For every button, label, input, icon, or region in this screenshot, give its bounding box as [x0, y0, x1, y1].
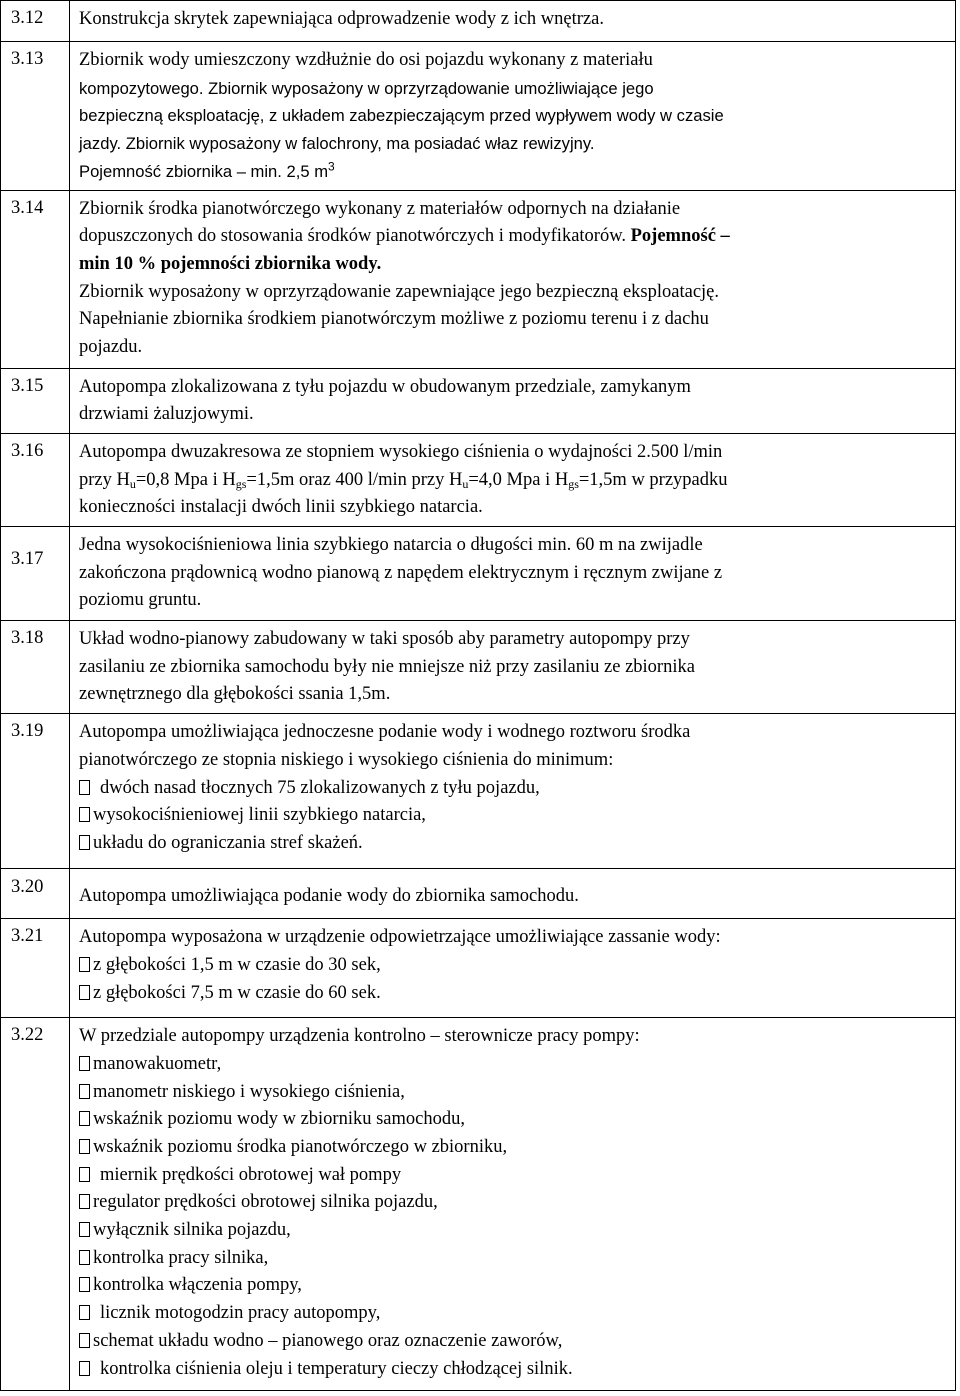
list-item-label: regulator prędkości obrotowej silnika pojazdu, [93, 1192, 438, 1213]
row-text-line [79, 467, 949, 495]
row-text-line: bezpieczną eksploatację, z układem zabezpieczającym przed wypływem wody w czasie [79, 106, 724, 126]
row-content [70, 1018, 956, 1391]
capacity-unit-exponent: 3 [328, 159, 335, 174]
checkbox-bullet-icon [79, 1139, 90, 1154]
list-item [79, 1328, 949, 1356]
row-content [70, 190, 956, 368]
row-number: 3.22 [1, 1018, 70, 1391]
list-item [79, 1134, 949, 1162]
list-item [79, 802, 949, 830]
checkbox-bullet-icon [79, 1084, 90, 1099]
table-row [1, 869, 956, 919]
checkbox-bullet-icon [79, 807, 90, 822]
checkbox-bullet-icon [79, 1277, 90, 1292]
checkbox-bullet-icon [79, 1222, 90, 1237]
list-item-label: schemat układu wodno – pianowego oraz oznaczenie zaworów, [93, 1330, 563, 1351]
row-text-line: konieczności instalacji dwóch linii szybkiego natarcia. [79, 497, 483, 518]
list-item [79, 1189, 949, 1217]
checkbox-bullet-icon [79, 1111, 90, 1126]
list-item-label: kontrolka pracy silnika, [93, 1247, 269, 1268]
row-number: 3.19 [1, 714, 70, 869]
list-item-label: manometr niskiego i wysokiego ciśnienia, [93, 1081, 405, 1102]
row-content [70, 42, 956, 191]
row-text-line: zasilaniu ze zbiornika samochodu były nie mniejsze niż przy zasilaniu ze zbiornika [79, 656, 695, 677]
list-item-label: wysokociśnieniowej linii szybkiego natarcia, [93, 805, 426, 826]
row-content [70, 433, 956, 526]
row-text: Konstrukcja skrytek zapewniająca odprowadzenie wody z ich wnętrza. [79, 9, 604, 29]
list-item [79, 952, 949, 980]
checkbox-bullet-icon [79, 985, 90, 1000]
checkbox-bullet-icon [79, 1250, 90, 1265]
row-content [70, 1, 956, 42]
row-text-line: Jedna wysokociśnieniowa linia szybkiego natarcia o długości min. 60 m na zwijadle [79, 535, 703, 556]
row-number: 3.16 [1, 433, 70, 526]
list-item [79, 830, 949, 858]
list-item [79, 1217, 949, 1245]
row-text: Autopompa wyposażona w urządzenie odpowietrzające umożliwiające zassanie wody: [79, 927, 721, 948]
row-content [70, 368, 956, 433]
list-item-label: licznik motogodzin pracy autopompy, [100, 1303, 381, 1324]
list-item-label: kontrolka ciśnienia oleju i temperatury cieczy chłodzącej silnik. [100, 1358, 573, 1379]
row-text-line: pianotwórczego ze stopnia niskiego i wysokiego ciśnienia do minimum: [79, 749, 614, 770]
text-fragment: =1,5m w przypadku [578, 469, 728, 490]
checkbox-bullet-icon [79, 1194, 90, 1209]
text-fragment: =4,0 Mpa i H [468, 469, 569, 490]
row-text-line: pojazdu. [79, 337, 143, 358]
list-item-label: wyłącznik silnika pojazdu, [93, 1220, 291, 1241]
list-item-label: wskaźnik poziomu wody w zbiorniku samochodu, [93, 1109, 465, 1130]
table-row [1, 919, 956, 1018]
list-item-label: manowakuometr, [93, 1053, 222, 1074]
table-row [1, 714, 956, 869]
list-item [79, 1272, 949, 1300]
checkbox-bullet-icon [79, 1361, 90, 1376]
row-text-line: kompozytowego. Zbiornik wyposażony w oprzyrządowanie umożliwiające jego [79, 78, 654, 98]
row-number: 3.12 [1, 1, 70, 42]
row-text-line: Zbiornik wyposażony w oprzyrządowanie zapewniające jego bezpieczną eksploatację. [79, 281, 720, 302]
row-text-line: Autopompa umożliwiająca jednoczesne podanie wody i wodnego roztworu środka [79, 722, 691, 743]
list-item [79, 1106, 949, 1134]
subscript: u [462, 476, 469, 491]
list-item [79, 1162, 949, 1190]
list-item [79, 775, 949, 803]
table-row [1, 621, 956, 714]
row-number: 3.20 [1, 869, 70, 919]
subscript: u [129, 476, 136, 491]
row-content [70, 714, 956, 869]
list-item-label: z głębokości 7,5 m w czasie do 60 sek. [93, 982, 381, 1003]
row-text-line: Układ wodno-pianowy zabudowany w taki sposób aby parametry autopompy przy [79, 629, 690, 650]
table-row [1, 527, 956, 621]
list-item-label: układu do ograniczania stref skażeń. [93, 832, 363, 853]
table-row [1, 433, 956, 526]
row-number: 3.14 [1, 190, 70, 368]
row-content [70, 919, 956, 1018]
table-row [1, 368, 956, 433]
row-number: 3.21 [1, 919, 70, 1018]
capacity-bold-text: Pojemność – [630, 226, 730, 247]
text-fragment: przy H [79, 469, 130, 490]
list-item [79, 1051, 949, 1079]
row-number: 3.17 [1, 527, 70, 621]
capacity-bold-line: min 10 % pojemności zbiornika wody. [79, 253, 382, 274]
checkbox-bullet-icon [79, 1056, 90, 1071]
row-content [70, 527, 956, 621]
list-item-label: kontrolka włączenia pompy, [93, 1275, 302, 1296]
list-item [79, 1245, 949, 1273]
list-item [79, 980, 949, 1008]
row-content [70, 621, 956, 714]
checkbox-bullet-icon [79, 1167, 90, 1182]
row-text-line: Autopompa dwuzakresowa ze stopniem wysokiego ciśnienia o wydajności 2.500 l/min [79, 441, 723, 462]
text-fragment: =0,8 Mpa i H [135, 469, 236, 490]
list-item-label: miernik prędkości obrotowej wał pompy [100, 1164, 402, 1185]
row-text-line: Napełnianie zbiornika środkiem pianotwórczym możliwe z poziomu terenu i z dachu [79, 309, 709, 330]
checkbox-bullet-icon [79, 1333, 90, 1348]
row-number: 3.18 [1, 621, 70, 714]
row-text-line: Zbiornik środka pianotwórczego wykonany z materiałów odpornych na działanie [79, 198, 681, 219]
row-text-line: Zbiornik wody umieszczony wzdłużnie do osi pojazdu wykonany z materiału [79, 50, 653, 70]
table-row [1, 190, 956, 368]
subscript: gs [235, 476, 247, 491]
row-text-line: jazdy. Zbiornik wyposażony w falochrony, ma posiadać właz rewizyjny. [79, 134, 595, 154]
list-item-label: z głębokości 1,5 m w czasie do 30 sek, [93, 954, 381, 975]
checkbox-bullet-icon [79, 780, 90, 795]
text-fragment: =1,5m oraz 400 l/min przy H [246, 469, 463, 490]
checkbox-bullet-icon [79, 835, 90, 850]
list-item [79, 1300, 949, 1328]
row-text-line [79, 223, 949, 251]
row-text: W przedziale autopompy urządzenia kontrolno – sterownicze pracy pompy: [79, 1026, 640, 1047]
row-text: Autopompa umożliwiająca podanie wody do zbiornika samochodu. [79, 886, 579, 907]
row-text-line: zakończona prądownicą wodno pianową z napędem elektrycznym i ręcznym zwijane z [79, 562, 723, 583]
list-item-label: wskaźnik poziomu środka pianotwórczego w zbiorniku, [93, 1136, 508, 1157]
subscript: gs [568, 476, 579, 491]
row-content [70, 869, 956, 919]
list-item [79, 1079, 949, 1107]
table-row [1, 42, 956, 191]
list-item [79, 1356, 949, 1384]
row-text-normal: dopuszczonych do stosowania środków pianotwórczych i modyfikatorów. [79, 226, 626, 247]
row-text-line: poziomu gruntu. [79, 590, 202, 611]
checkbox-bullet-icon [79, 957, 90, 972]
checkbox-bullet-icon [79, 1305, 90, 1320]
row-text-line: Autopompa zlokalizowana z tyłu pojazdu w obudowanym przedziale, zamykanym [79, 376, 691, 397]
capacity-line [79, 158, 949, 186]
list-item-label: dwóch nasad tłocznych 75 zlokalizowanych z tyłu pojazdu, [100, 777, 540, 798]
capacity-text: Pojemność zbiornika – min. 2,5 m [79, 161, 329, 181]
row-number: 3.13 [1, 42, 70, 191]
table-row [1, 1018, 956, 1391]
row-text-line: drzwiami żaluzjowymi. [79, 404, 254, 425]
row-text-line: zewnętrznego dla głębokości ssania 1,5m. [79, 684, 391, 705]
table-row [1, 1, 956, 42]
row-number: 3.15 [1, 368, 70, 433]
